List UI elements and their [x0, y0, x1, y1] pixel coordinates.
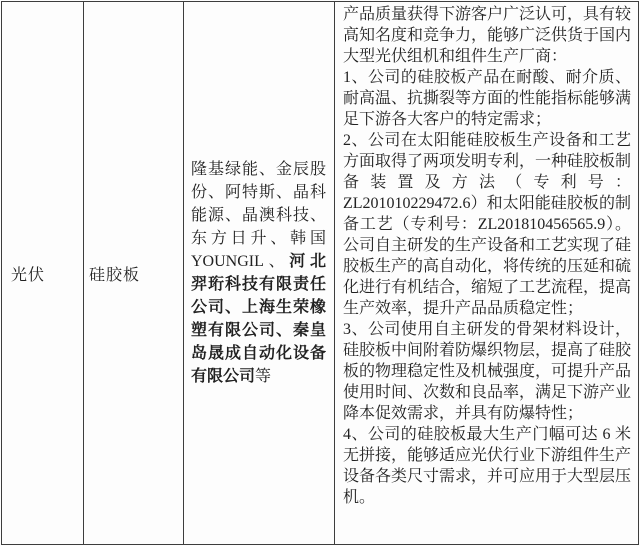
industry-label: 光伏: [11, 266, 46, 284]
advantages-intro: 产品质量获得下游客户广泛认可，具有较高知名度和竞争力，能够广泛供货于国内大型光伏组机和组件生产厂商：: [343, 6, 632, 65]
advantage-point-4: 4、公司的硅胶板最大生产门幅可达 6 米无拼接，能够适应光伏行业下游组件生产设备各类尺寸需求，并可应用于大型层压机。: [343, 426, 632, 506]
advantages-cell: [334, 2, 638, 544]
product-cell: [83, 2, 183, 544]
advantage-point-1: 1、公司的硅胶板产品在耐酸、耐介质、耐高温、抗撕裂等方面的性能指标能够满足下游各大客户的特定需求；: [343, 69, 632, 128]
industry-customers-table: [1, 1, 639, 545]
customers-regular-prefix: 隆基绿能、金辰股份、阿特斯、晶科能源、晶澳科技、东方日升、韩国YOUNGIL、: [191, 161, 326, 270]
customers-list: [184, 158, 334, 388]
product-label: 硅胶板: [89, 266, 141, 284]
customers-cell: [183, 2, 334, 544]
advantage-point-2: 2、公司在太阳能硅胶板生产设备和工艺方面取得了两项发明专利，一种硅胶板制备装置及方法（专利号：ZL201010229472.6）和太阳能硅胶板的制备工艺（专利号：ZL201810456565.9）。公司自主研发的生产设备和工艺实现了硅胶板生产的高自动化，将传统的压延和硫化进行有机结合，缩短了工艺流程，提高生产效率，提升产品品质稳定性；: [343, 132, 632, 317]
advantage-point-3: 3、公司使用自主研发的骨架材料设计，硅胶板中间附着防爆织物层，提高了硅胶板的物理稳定性及机械强度，可提升产品使用时间、次数和良品率，满足下游产业降本促效需求，并具有防爆特性；: [343, 321, 632, 422]
customers-bold-companies: 河北羿珩科技有限责任公司、上海生荣橡塑有限公司、秦皇岛晟成自动化设备有限公司: [191, 253, 326, 385]
industry-cell: [2, 2, 83, 544]
customers-regular-suffix: 等: [255, 368, 272, 385]
